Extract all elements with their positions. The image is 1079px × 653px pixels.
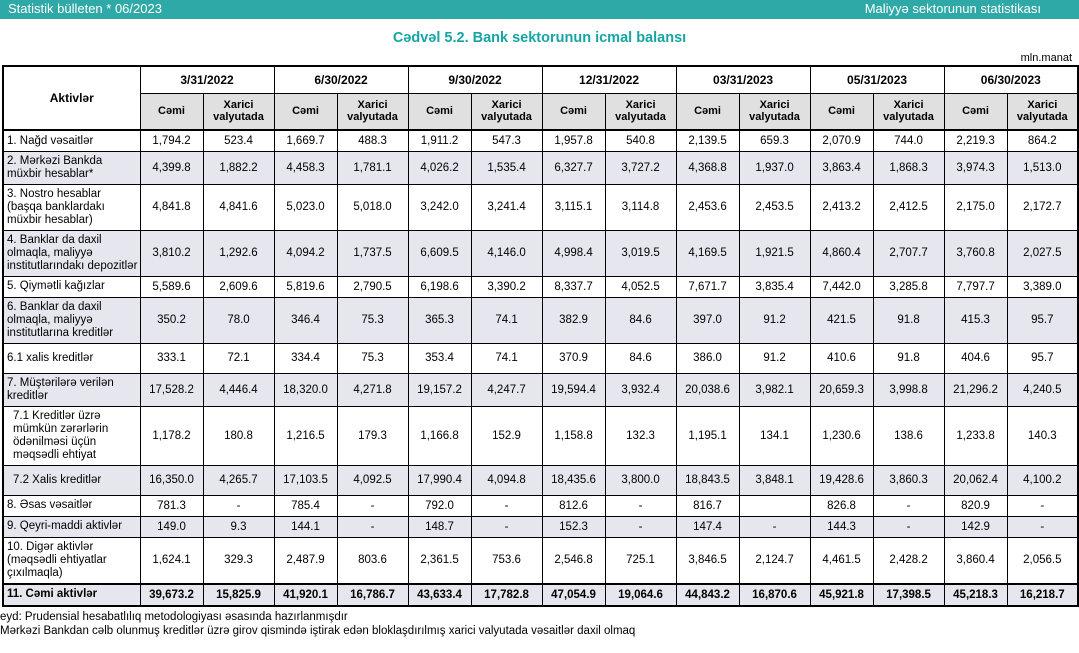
value-cell: 9.3 [203,516,274,537]
value-cell: 5,018.0 [337,184,408,230]
value-cell: 370.9 [542,343,605,373]
value-cell: 2,175.0 [944,184,1007,230]
value-cell [739,495,810,516]
value-cell: 4,146.0 [471,230,542,276]
row-label: 11. Cəmi aktivlər [3,584,140,606]
value-cell: 17,398.5 [873,584,944,606]
value-cell: 45,218.3 [944,584,1007,606]
subheader-total: Cəmi [542,93,605,130]
value-cell: 39,673.2 [140,584,203,606]
value-cell: 2,487.9 [274,537,337,583]
value-cell: 91.8 [873,297,944,343]
value-cell: 4,094.8 [471,465,542,495]
value-cell: 2,707.7 [873,230,944,276]
value-cell: 18,435.6 [542,465,605,495]
value-cell: 1,957.8 [542,130,605,152]
value-cell: 95.7 [1007,343,1078,373]
value-cell: 179.3 [337,406,408,465]
value-cell: - [337,516,408,537]
value-cell: 78.0 [203,297,274,343]
value-cell: 5,023.0 [274,184,337,230]
value-cell: - [873,516,944,537]
subheader-foreign: Xarici valyutada [337,93,408,130]
value-cell: 18,843.5 [676,465,739,495]
value-cell: 1,868.3 [873,152,944,185]
table-row [3,516,1078,537]
value-cell: 353.4 [408,343,471,373]
value-cell: 4,092.5 [337,465,408,495]
value-cell: 4,271.8 [337,373,408,406]
value-cell: 6,609.5 [408,230,471,276]
column-header-date: 03/31/2023 [676,66,810,93]
value-cell: 17,103.5 [274,465,337,495]
value-cell: 16,350.0 [140,465,203,495]
value-cell: 132.3 [605,406,676,465]
value-cell: 144.3 [810,516,873,537]
value-cell: 5,819.6 [274,276,337,297]
value-cell: 2,361.5 [408,537,471,583]
value-cell: 152.9 [471,406,542,465]
value-cell: 659.3 [739,130,810,152]
table-row [3,130,1078,152]
value-cell: 523.4 [203,130,274,152]
table-row [3,584,1078,606]
value-cell: 74.1 [471,297,542,343]
value-cell: 816.7 [676,495,739,516]
value-cell: 2,453.5 [739,184,810,230]
value-cell: 781.3 [140,495,203,516]
table-row [3,495,1078,516]
value-cell: 16,218.7 [1007,584,1078,606]
value-cell: 138.6 [873,406,944,465]
value-cell: 142.9 [944,516,1007,537]
value-cell: - [471,516,542,537]
value-cell: 397.0 [676,297,739,343]
value-cell: 3,390.2 [471,276,542,297]
value-cell: 4,247.7 [471,373,542,406]
header-row-dates [3,66,1078,93]
value-cell: - [471,495,542,516]
value-cell: 365.3 [408,297,471,343]
value-cell: 1,178.2 [140,406,203,465]
value-cell: 3,835.4 [739,276,810,297]
value-cell: 4,169.5 [676,230,739,276]
value-cell: 149.0 [140,516,203,537]
value-cell: 2,413.2 [810,184,873,230]
value-cell: - [605,495,676,516]
value-cell: - [739,516,810,537]
table-row [3,373,1078,406]
value-cell: 3,285.8 [873,276,944,297]
value-cell: 6,198.6 [408,276,471,297]
subheader-total: Cəmi [676,93,739,130]
column-header-date: 6/30/2022 [274,66,408,93]
value-cell: 350.2 [140,297,203,343]
value-cell: 2,790.5 [337,276,408,297]
row-label: 7.1 Kreditlər üzrə mümkün zərərlərin ödənilməsi üçün məqsədli ehtiyat [3,406,140,465]
bulletin-name: Statistik bülleten * 06/2023 [8,1,162,16]
value-cell: 19,428.6 [810,465,873,495]
column-header-date: 05/31/2023 [810,66,944,93]
value-cell: - [1007,516,1078,537]
value-cell: 3,115.1 [542,184,605,230]
value-cell: 334.4 [274,343,337,373]
value-cell: 1,292.6 [203,230,274,276]
value-cell: 386.0 [676,343,739,373]
value-cell: 19,157.2 [408,373,471,406]
value-cell: 2,428.2 [873,537,944,583]
column-header-date: 12/31/2022 [542,66,676,93]
top-bar [0,0,1079,19]
table-row [3,537,1078,583]
value-cell: 4,860.4 [810,230,873,276]
subheader-total: Cəmi [810,93,873,130]
value-cell: 17,990.4 [408,465,471,495]
value-cell: 3,114.8 [605,184,676,230]
value-cell: 1,195.1 [676,406,739,465]
value-cell: 792.0 [408,495,471,516]
value-cell: 43,633.4 [408,584,471,606]
value-cell: 1,781.1 [337,152,408,185]
value-cell: 19,594.4 [542,373,605,406]
value-cell: 91.8 [873,343,944,373]
value-cell: 2,453.6 [676,184,739,230]
value-cell: 3,974.3 [944,152,1007,185]
value-cell: 2,172.7 [1007,184,1078,230]
value-cell: 2,609.6 [203,276,274,297]
value-cell: 148.7 [408,516,471,537]
value-cell: 19,064.6 [605,584,676,606]
value-cell: 803.6 [337,537,408,583]
value-cell: 415.3 [944,297,1007,343]
value-cell: 140.3 [1007,406,1078,465]
value-cell: 20,659.3 [810,373,873,406]
value-cell: 3,860.4 [944,537,1007,583]
value-cell: 3,982.1 [739,373,810,406]
value-cell: 91.2 [739,343,810,373]
value-cell: 20,062.4 [944,465,1007,495]
value-cell: 180.8 [203,406,274,465]
value-cell: 75.3 [337,297,408,343]
value-cell: 84.6 [605,297,676,343]
value-cell: 7,442.0 [810,276,873,297]
value-cell: 147.4 [676,516,739,537]
value-cell: 1,230.6 [810,406,873,465]
value-cell: 91.2 [739,297,810,343]
value-cell: - [337,495,408,516]
row-label: 7.2 Xalis kreditlər [3,465,140,495]
value-cell: 404.6 [944,343,1007,373]
value-cell: 2,124.7 [739,537,810,583]
subheader-foreign: Xarici valyutada [471,93,542,130]
value-cell: 4,458.3 [274,152,337,185]
subheader-foreign: Xarici valyutada [203,93,274,130]
value-cell: 21,296.2 [944,373,1007,406]
footnotes [0,610,1079,639]
table-row [3,184,1078,230]
value-cell: 4,026.2 [408,152,471,185]
value-cell: 785.4 [274,495,337,516]
value-cell: 1,882.2 [203,152,274,185]
value-cell: 812.6 [542,495,605,516]
header-row-subcolumns [3,93,1078,130]
value-cell: 382.9 [542,297,605,343]
value-cell: 3,846.5 [676,537,739,583]
value-cell: 4,841.6 [203,184,274,230]
value-cell: - [873,495,944,516]
row-label: 6.1 xalis kreditlər [3,343,140,373]
value-cell: 744.0 [873,130,944,152]
value-cell: 4,100.2 [1007,465,1078,495]
value-cell: 1,158.8 [542,406,605,465]
value-cell: 329.3 [203,537,274,583]
page-title: Cədvəl 5.2. Bank sektorunun icmal balansı [392,30,687,46]
value-cell: 84.6 [605,343,676,373]
subheader-foreign: Xarici valyutada [873,93,944,130]
value-cell: - [203,495,274,516]
table-row [3,297,1078,343]
value-cell: 3,389.0 [1007,276,1078,297]
subheader-total: Cəmi [274,93,337,130]
value-cell: 547.3 [471,130,542,152]
value-cell: 4,052.5 [605,276,676,297]
table-row [3,276,1078,297]
value-cell: 144.1 [274,516,337,537]
table-row [3,230,1078,276]
table-row [3,406,1078,465]
value-cell: 3,242.0 [408,184,471,230]
value-cell: 410.6 [810,343,873,373]
table-row [3,343,1078,373]
value-cell: 44,843.2 [676,584,739,606]
value-cell: 4,446.4 [203,373,274,406]
value-cell: 725.1 [605,537,676,583]
value-cell: 2,546.8 [542,537,605,583]
column-header-date: 3/31/2022 [140,66,274,93]
value-cell: - [1007,495,1078,516]
table-row [3,152,1078,185]
value-cell: 16,786.7 [337,584,408,606]
value-cell: 3,241.4 [471,184,542,230]
value-cell: 1,166.8 [408,406,471,465]
value-cell: 1,624.1 [140,537,203,583]
row-label: 3. Nostro hesablar (başqa banklardakı müxbir hesablar) [3,184,140,230]
value-cell: 75.3 [337,343,408,373]
row-label: 10. Digər aktivlər (məqsədli ehtiyatlar çıxılmaqla) [3,537,140,583]
value-cell: 3,760.8 [944,230,1007,276]
value-cell: 3,810.2 [140,230,203,276]
value-cell: 18,320.0 [274,373,337,406]
value-cell: 4,998.4 [542,230,605,276]
value-cell: 2,139.5 [676,130,739,152]
value-cell: 2,056.5 [1007,537,1078,583]
column-header-aktivler: Aktivlər [3,66,140,130]
value-cell: 4,368.8 [676,152,739,185]
value-cell: 74.1 [471,343,542,373]
value-cell: 45,921.8 [810,584,873,606]
value-cell: 753.6 [471,537,542,583]
table-row [3,465,1078,495]
subheader-foreign: Xarici valyutada [1007,93,1078,130]
row-label: 4. Banklar da daxil olmaqla, maliyyə institutlarındakı depozitlər [3,230,140,276]
value-cell: 95.7 [1007,297,1078,343]
value-cell: 540.8 [605,130,676,152]
unit-label: mln.manat [1020,52,1072,64]
value-cell: 4,240.5 [1007,373,1078,406]
value-cell: 6,327.7 [542,152,605,185]
value-cell: 4,399.8 [140,152,203,185]
value-cell: 4,461.5 [810,537,873,583]
value-cell: 7,671.7 [676,276,739,297]
value-cell: 1,794.2 [140,130,203,152]
section-name: Maliyyə sektorunun statistikası [864,1,1041,16]
row-label: 2. Mərkəzi Bankda müxbir hesablar* [3,152,140,185]
value-cell: 4,265.7 [203,465,274,495]
value-cell: 3,932.4 [605,373,676,406]
value-cell: 4,094.2 [274,230,337,276]
value-cell: 2,219.3 [944,130,1007,152]
value-cell: 1,737.5 [337,230,408,276]
subheader-foreign: Xarici valyutada [605,93,676,130]
footnote-central-bank: Mərkəzi Bankdan cəlb olunmuş kreditlər üzrə girov qismində iştirak edən bloklaşdırılmış xarici valyutada vəsaitlər daxil olmaq [0,625,636,638]
value-cell: 4,841.8 [140,184,203,230]
row-label: 6. Banklar da daxil olmaqla, maliyyə institutlarına kreditlər [3,297,140,343]
value-cell: 2,027.5 [1007,230,1078,276]
value-cell: 152.3 [542,516,605,537]
column-header-date: 9/30/2022 [408,66,542,93]
value-cell: 3,863.4 [810,152,873,185]
value-cell: 7,797.7 [944,276,1007,297]
value-cell: 864.2 [1007,130,1078,152]
value-cell: - [605,516,676,537]
value-cell: 488.3 [337,130,408,152]
value-cell: 2,070.9 [810,130,873,152]
row-label: 8. Əsas vəsaitlər [3,495,140,516]
value-cell: 3,800.0 [605,465,676,495]
footnote-methodology: eyd: Prudensial hesabatlılıq metodologiyası əsasında hazırlanmışdır [0,610,348,623]
value-cell: 333.1 [140,343,203,373]
subheader-total: Cəmi [140,93,203,130]
value-cell: 5,589.6 [140,276,203,297]
value-cell: 826.8 [810,495,873,516]
value-cell: 1,216.5 [274,406,337,465]
value-cell: 2,412.5 [873,184,944,230]
value-cell: 1,937.0 [739,152,810,185]
value-cell: 72.1 [203,343,274,373]
value-cell: 3,860.3 [873,465,944,495]
value-cell: 346.4 [274,297,337,343]
balance-table [2,65,1079,607]
value-cell: 8,337.7 [542,276,605,297]
row-label: 5. Qiymətli kağızlar [3,276,140,297]
value-cell: 47,054.9 [542,584,605,606]
value-cell: 1,921.5 [739,230,810,276]
value-cell: 16,870.6 [739,584,810,606]
value-cell: 421.5 [810,297,873,343]
row-label: 1. Nağd vəsaitlər [3,130,140,152]
value-cell: 3,998.8 [873,373,944,406]
row-label: 9. Qeyri-maddi aktivlər [3,516,140,537]
subheader-total: Cəmi [944,93,1007,130]
value-cell: 134.1 [739,406,810,465]
value-cell: 41,920.1 [274,584,337,606]
value-cell: 20,038.6 [676,373,739,406]
value-cell: 820.9 [944,495,1007,516]
value-cell: 15,825.9 [203,584,274,606]
value-cell: 17,528.2 [140,373,203,406]
value-cell: 1,513.0 [1007,152,1078,185]
value-cell: 1,669.7 [274,130,337,152]
value-cell: 3,727.2 [605,152,676,185]
value-cell: 1,535.4 [471,152,542,185]
value-cell: 1,911.2 [408,130,471,152]
row-label: 7. Müştərilərə verilən kreditlər [3,373,140,406]
value-cell: 3,848.1 [739,465,810,495]
value-cell: 17,782.8 [471,584,542,606]
value-cell: 1,233.8 [944,406,1007,465]
subheader-total: Cəmi [408,93,471,130]
column-header-date: 06/30/2023 [944,66,1078,93]
subheader-foreign: Xarici valyutada [739,93,810,130]
value-cell: 3,019.5 [605,230,676,276]
